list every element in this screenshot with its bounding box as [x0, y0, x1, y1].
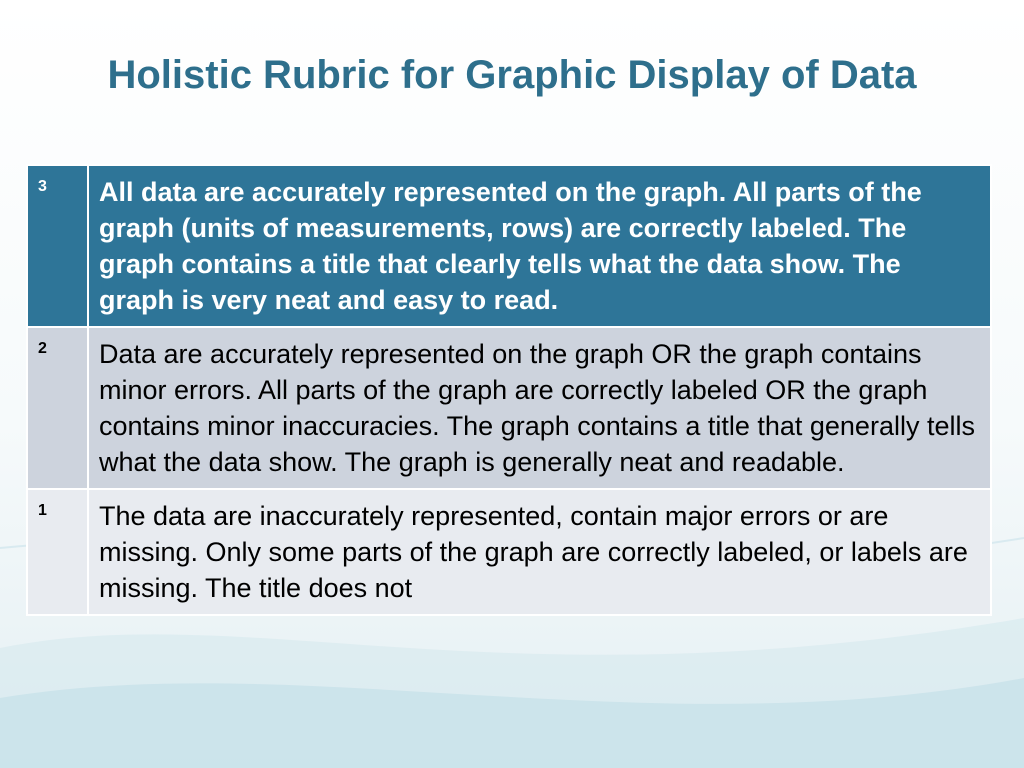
- score-cell: 2: [27, 327, 88, 489]
- description-cell: Data are accurately represented on the graph OR the graph contains minor errors. All parts of the graph are correctly labeled OR the graph contains minor inaccuracies. The graph contains a title that generally tells what the data show. The graph is generally neat and readable.: [88, 327, 991, 489]
- rubric-row-score-1: [27, 489, 991, 615]
- score-cell: 3: [27, 165, 88, 327]
- description-cell: All data are accurately represented on the graph. All parts of the graph (units of measurements, rows) are correctly labeled. The graph contains a title that clearly tells what the data show. The graph is very neat and easy to read.: [88, 165, 991, 327]
- description-cell: The data are inaccurately represented, contain major errors or are missing. Only some parts of the graph are correctly labeled, or labels are missing. The title does not: [88, 489, 991, 615]
- score-cell: 1: [27, 489, 88, 615]
- rubric-table: [26, 164, 992, 616]
- rubric-row-score-3: [27, 165, 991, 327]
- slide-title: Holistic Rubric for Graphic Display of Data: [107, 53, 917, 97]
- rubric-row-score-2: [27, 327, 991, 489]
